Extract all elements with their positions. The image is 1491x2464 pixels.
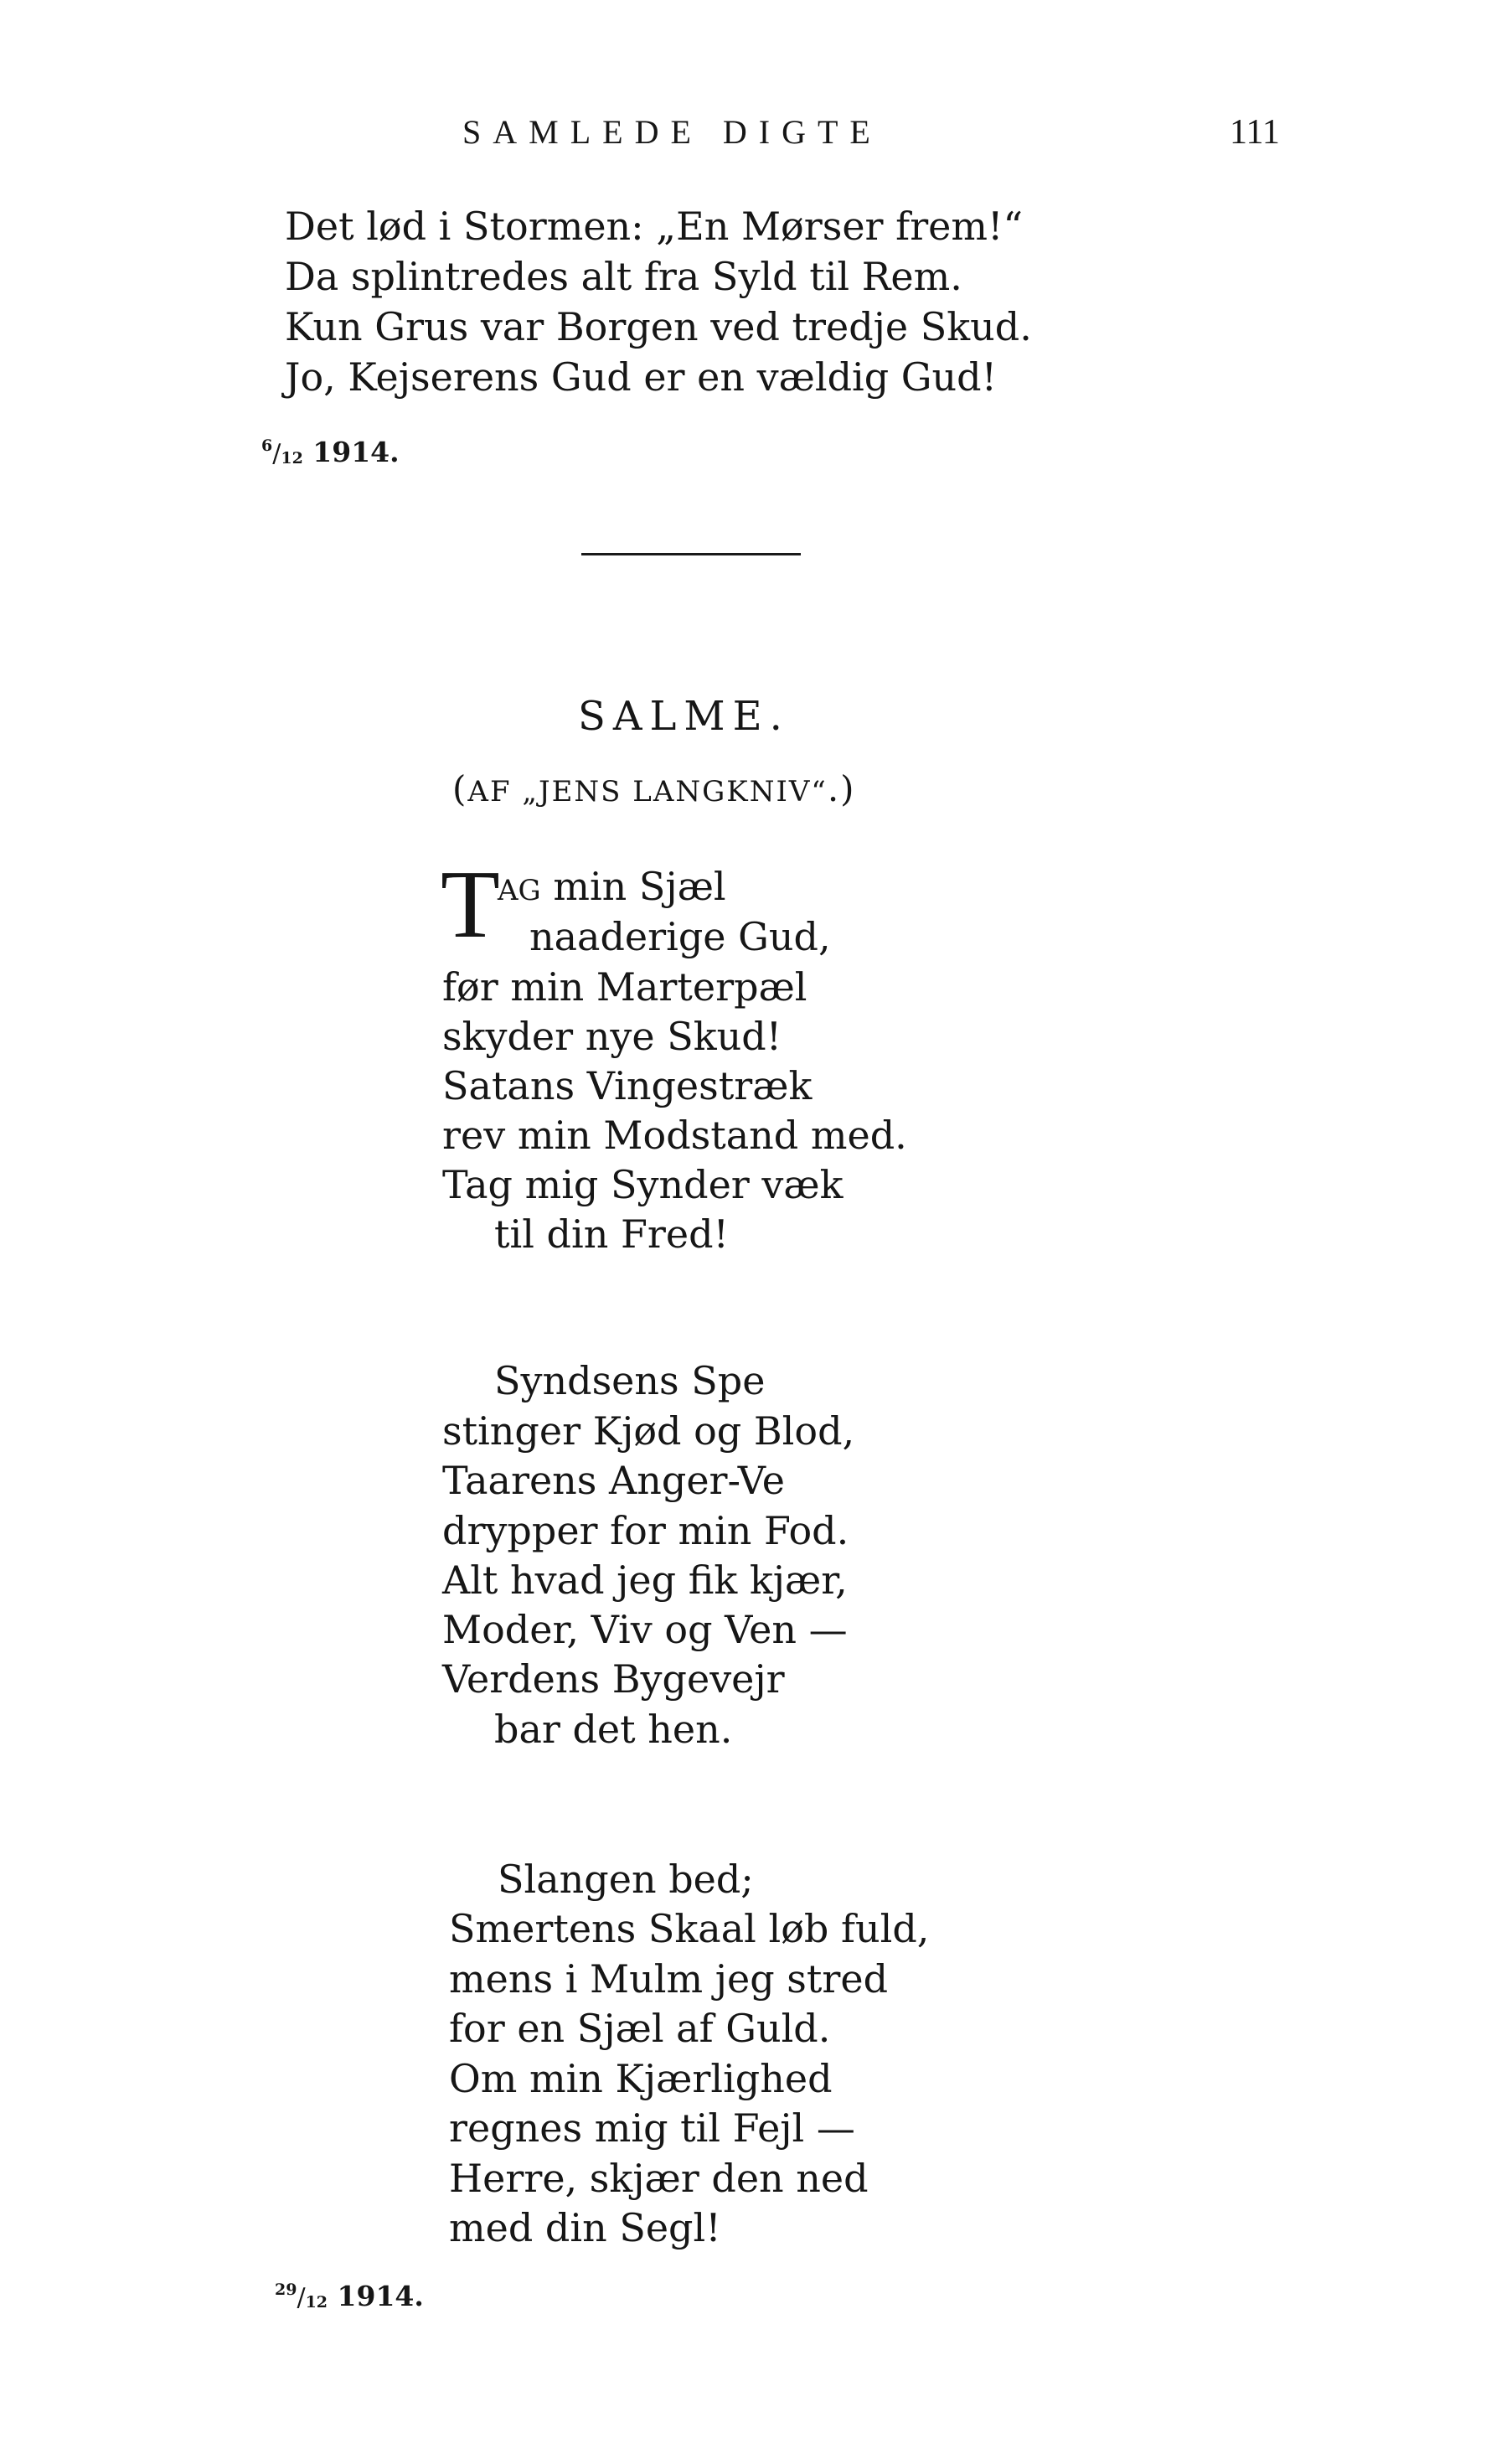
stanza-2-line: Moder, Viv og Ven — — [442, 1607, 848, 1652]
poem-date: $^{29}/_{12}$ 1914. — [275, 2280, 424, 2312]
stanza-3-line: Smertens Skaal løb fuld, — [449, 1906, 930, 1951]
date-month: 12 — [281, 449, 303, 467]
previous-poem-line: Da splintredes alt fra Syld til Rem. — [285, 254, 962, 299]
subtitle-open-paren: ( — [452, 768, 468, 809]
date-year: 1914. — [312, 436, 400, 468]
stanza-3-line: med din Segl! — [449, 2205, 721, 2250]
running-header: SAMLEDE DIGTE — [462, 113, 882, 151]
stanza-3-line: Om min Kjærlighed — [449, 2056, 833, 2101]
stanza-2-line: Alt hvad jeg fik kjær, — [442, 1557, 848, 1603]
stanza-1-line: Tag mig Synder væk — [442, 1162, 844, 1207]
date-day: 6 — [261, 436, 273, 455]
page-number: 111 — [1230, 113, 1280, 152]
stanza-2-line: Verdens Bygevejr — [442, 1656, 785, 1702]
stanza-2-line: Syndsens Spe — [494, 1358, 766, 1403]
previous-poem-line: Det lød i Stormen: „En Mørser frem!“ — [285, 204, 1024, 249]
stanza-3-line: mens i Mulm jeg stred — [449, 1956, 889, 2002]
stanza-2-line: bar det hen. — [494, 1707, 733, 1752]
stanza-3-line: for en Sjæl af Guld. — [449, 2006, 831, 2051]
stanza-1-line: før min Marterpæl — [442, 964, 807, 1010]
stanza-1-line: til din Fred! — [494, 1211, 729, 1257]
stanza-1-first-line — [498, 861, 726, 916]
section-divider — [581, 553, 801, 555]
stanza-1-line: Satans Vingestræk — [442, 1063, 813, 1108]
subtitle-close-paren: .) — [827, 768, 856, 809]
stanza-3-line: Herre, skjær den ned — [449, 2156, 869, 2201]
stanza-3-line: Slangen bed; — [498, 1857, 754, 1902]
poem-subtitle — [452, 764, 856, 817]
previous-poem-line: Kun Grus var Borgen ved tredje Skud. — [285, 304, 1032, 349]
previous-poem-line: Jo, Kejserens Gud er en vældig Gud! — [285, 354, 998, 400]
stanza-3-line: regnes mig til Fejl — — [449, 2105, 855, 2151]
previous-poem-date: $^6/_{12}$ 1914. — [261, 436, 400, 468]
subtitle-text: AF „JENS LANGKNIV“ — [467, 775, 828, 808]
stanza-2-line: drypper for min Fod. — [442, 1508, 849, 1553]
stanza-1-line: naaderige Gud, — [529, 914, 831, 959]
first-line-small-caps: AG — [498, 874, 541, 907]
date-month: 12 — [305, 2293, 328, 2312]
date-day: 29 — [275, 2281, 297, 2299]
stanza-2-line: Taarens Anger-Ve — [442, 1458, 785, 1503]
drop-cap: T — [441, 851, 500, 958]
stanza-2-line: stinger Kjød og Blod, — [442, 1408, 855, 1454]
first-line-remainder: min Sjæl — [540, 864, 726, 909]
poem-title: SALME. — [578, 693, 790, 740]
stanza-1-line: rev min Modstand med. — [442, 1113, 907, 1158]
date-year: 1914. — [337, 2280, 424, 2312]
stanza-1-line: skyder nye Skud! — [442, 1014, 782, 1059]
